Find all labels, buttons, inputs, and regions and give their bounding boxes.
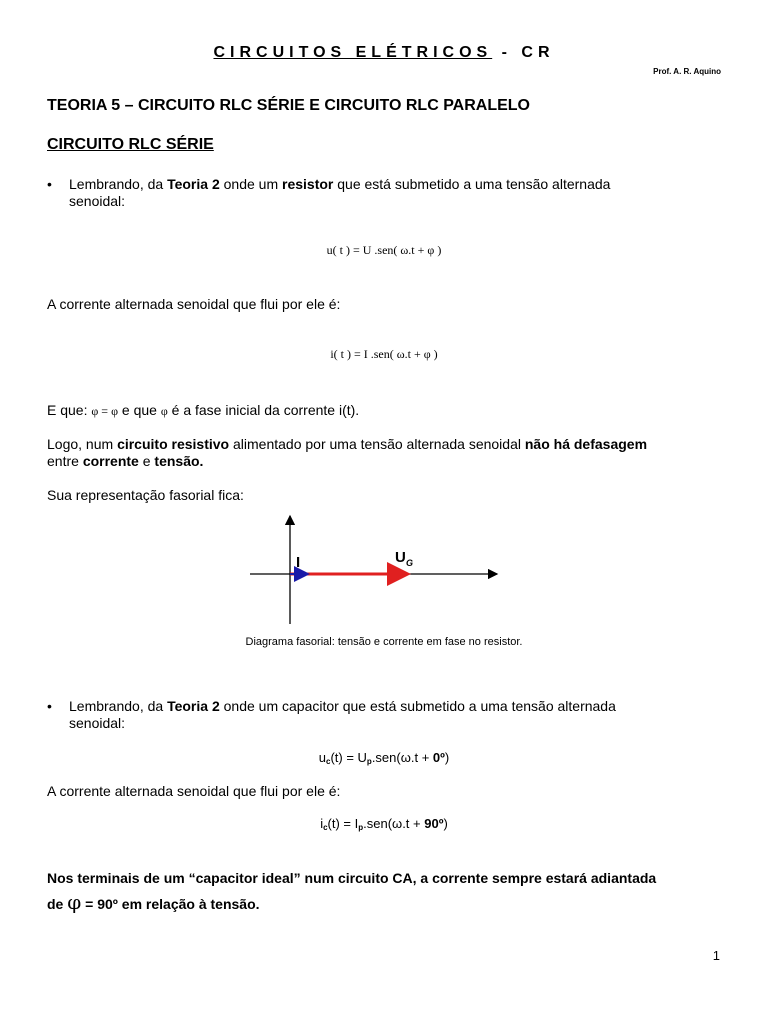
text: Nos terminais de um “capacitor ideal” num circuito CA, a corrente sempre estará adiantada xyxy=(47,870,657,886)
bold-text: 90º xyxy=(424,816,444,831)
text: .sen(ω.t + xyxy=(363,816,425,831)
subscript: c xyxy=(323,823,328,832)
equation-current-capacitor xyxy=(0,816,768,832)
inline-symbol: φ xyxy=(160,404,168,418)
bold-text: Teoria 2 xyxy=(167,176,220,192)
text: .sen(ω.t + xyxy=(371,750,433,765)
bullet-1: • xyxy=(47,176,52,192)
phase-relation xyxy=(47,402,359,420)
equation-current-resistor: i( t ) = I .sen( ω.t + φ ) xyxy=(330,347,438,361)
text: E que: xyxy=(47,402,88,418)
text: que está submetido a uma tensão alternada xyxy=(333,176,611,192)
text: ) xyxy=(443,816,448,831)
resistive-circuit-text xyxy=(47,436,727,470)
label-voltage: U xyxy=(395,549,406,566)
text: u xyxy=(318,750,326,765)
text: Lembrando, da xyxy=(69,698,168,714)
document-title xyxy=(0,44,768,62)
subscript: p xyxy=(358,823,364,832)
current-text-2: A corrente alternada senoidal que flui por ele é: xyxy=(47,783,341,799)
title-suffix: - CR xyxy=(492,44,555,61)
diagram-caption: Diagrama fasorial: tensão e corrente em fase no resistor. xyxy=(245,636,523,648)
text: senoidal: xyxy=(69,715,126,731)
section-heading: TEORIA 5 – CIRCUITO RLC SÉRIE E CIRCUITO RLC PARALELO xyxy=(47,97,530,114)
text: onde um capacitor que está submetido a uma tensão alternada xyxy=(219,698,616,714)
page-number: 1 xyxy=(712,948,720,963)
text: i xyxy=(320,816,324,831)
bold-text: resistor xyxy=(282,176,334,192)
text: e xyxy=(138,453,155,469)
text: Logo, num xyxy=(47,436,118,452)
text: entre xyxy=(47,453,83,469)
text: de xyxy=(47,896,68,912)
title-underlined: CIRCUITOS ELÉTRICOS xyxy=(213,44,493,61)
capacitor-conclusion xyxy=(47,866,737,916)
text: onde um xyxy=(219,176,282,192)
text: (t) = I xyxy=(327,816,359,831)
text: Lembrando, da xyxy=(69,176,168,192)
inline-equation: φ = φ xyxy=(91,404,118,418)
text: senoidal: xyxy=(69,193,126,209)
label-voltage-sub: G xyxy=(406,558,414,568)
bold-text: tensão. xyxy=(154,453,204,469)
phasor-intro: Sua representação fasorial fica: xyxy=(47,487,244,503)
phi-symbol: φ xyxy=(67,890,82,914)
capacitor-intro xyxy=(69,698,729,732)
text: alimentado por uma tensão alternada senoidal xyxy=(229,436,525,452)
current-text-1: A corrente alternada senoidal que flui por ele é: xyxy=(47,296,341,312)
equation-voltage-resistor: u( t ) = U .sen( ω.t + φ ) xyxy=(326,243,442,257)
text: e que xyxy=(121,402,157,418)
label-current: I xyxy=(296,554,301,571)
subsection-heading: CIRCUITO RLC SÉRIE xyxy=(47,136,214,153)
text: é a fase inicial da corrente i(t). xyxy=(171,402,360,418)
bold-text: Teoria 2 xyxy=(167,698,220,714)
bullet-2: • xyxy=(47,698,52,714)
subscript: c xyxy=(325,757,331,766)
author: Prof. A. R. Aquino xyxy=(653,67,721,76)
bold-text: circuito resistivo xyxy=(117,436,230,452)
phasor-diagram xyxy=(245,510,510,628)
equation-voltage-capacitor xyxy=(0,750,768,766)
resistor-intro xyxy=(69,176,729,210)
bold-text: 0º xyxy=(432,750,445,765)
text: ) xyxy=(444,750,450,765)
bold-text: não há defasagem xyxy=(524,436,648,452)
text: = 90º em relação à tensão. xyxy=(81,896,260,912)
subscript: p xyxy=(366,757,372,766)
bold-text: corrente xyxy=(82,453,139,469)
text: (t) = U xyxy=(330,750,367,765)
